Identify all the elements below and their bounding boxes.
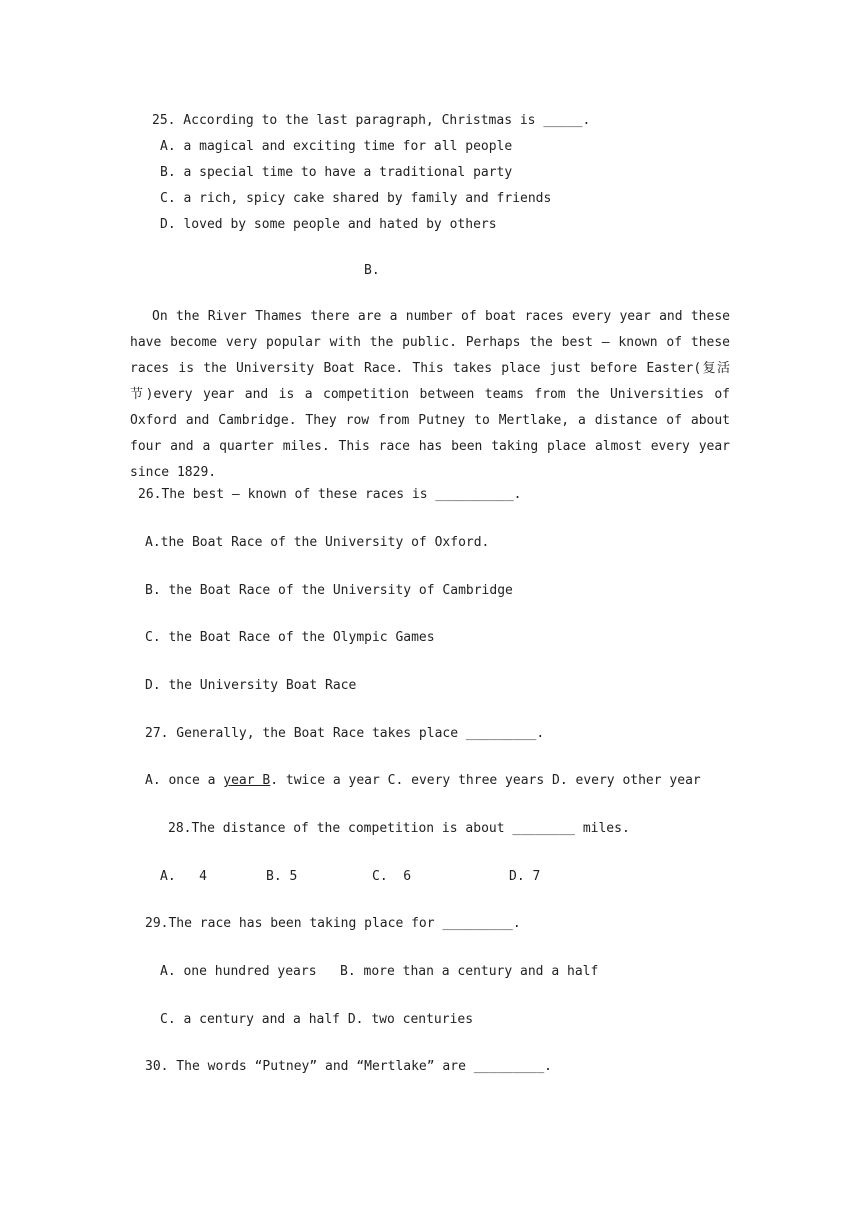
q27-option-a-underlined: year B xyxy=(223,773,271,788)
q28-option-b: B. 5 xyxy=(266,869,298,884)
q25-option-d: D. loved by some people and hated by others xyxy=(160,217,497,232)
q26-stem: 26.The best – known of these races is __________. xyxy=(138,487,522,502)
q29-options-cd: C. a century and a half D. two centuries xyxy=(160,1012,474,1027)
passage-paragraph: On the River Thames there are a number of boat races every year and these have become very popular with the public. Perhaps the best – known of these races is the University Boat Race. This takes place just before Easter(复活节)every year and is a competition between teams from the Universities of Oxford and Cambridge. They row from Putney to Mertlake, a distance of about four and a quarter miles. This race has been taking place almost every year since 1829. xyxy=(130,309,730,480)
q29-stem: 29.The race has been taking place for _________. xyxy=(145,916,521,931)
q27-options-rest: . twice a year C. every three years D. every other year xyxy=(270,773,701,788)
q28-option-a: A. 4 xyxy=(160,869,207,884)
q26-option-d: D. the University Boat Race xyxy=(145,678,357,693)
q26-option-c: C. the Boat Race of the Olympic Games xyxy=(145,630,435,645)
q27-option-a-prefix: A. once a xyxy=(145,773,224,788)
q27-options xyxy=(145,772,701,790)
q27-stem: 27. Generally, the Boat Race takes place _________. xyxy=(145,726,545,741)
q28-option-c: C. 6 xyxy=(372,869,412,884)
q26-option-a: A.the Boat Race of the University of Oxford. xyxy=(145,535,490,550)
q25-option-b: B. a special time to have a traditional party xyxy=(160,165,513,180)
q30-stem: 30. The words “Putney” and “Mertlake” are _________. xyxy=(145,1059,552,1074)
q25-option-c: C. a rich, spicy cake shared by family and friends xyxy=(160,191,552,206)
q28-option-d: D. 7 xyxy=(509,869,541,884)
section-heading: B. xyxy=(364,263,380,278)
q26-option-b: B. the Boat Race of the University of Cambridge xyxy=(145,583,513,598)
q25-option-a: A. a magical and exciting time for all people xyxy=(160,139,513,154)
q25-stem: 25. According to the last paragraph, Christmas is _____. xyxy=(152,113,591,128)
q29-options-ab: A. one hundred years B. more than a century and a half xyxy=(160,964,599,979)
q28-stem: 28.The distance of the competition is about ________ miles. xyxy=(168,821,630,836)
